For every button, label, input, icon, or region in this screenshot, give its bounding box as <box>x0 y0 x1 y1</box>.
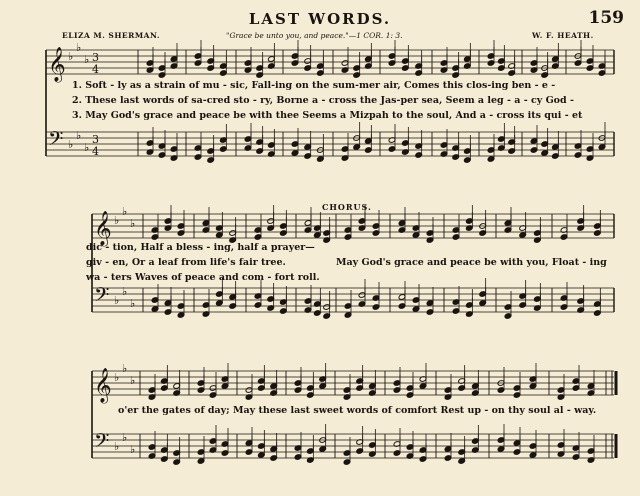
flat-icon: ♭ <box>114 371 120 384</box>
chorus-label: CHORUS. <box>322 202 372 212</box>
verse-2-lyrics: 2. These last words of sa-cred sto - ry, Borne a - cross the Jas-per sea, Seem a leg - a - cy God - <box>72 95 574 106</box>
verse-3-lyrics: 3. May God's grace and peace be with thee Seems a Mizpah to the soul, And a - cross its qui - et <box>72 110 583 121</box>
composer-credit: W. F. HEATH. <box>532 31 594 40</box>
time-signature-icon: 3 <box>92 51 99 64</box>
system2-verse-3-lyrics: wa - ters Waves of peace and com - fort roll. <box>86 272 320 283</box>
flat-icon: ♭ <box>84 53 90 66</box>
verse-1-lyrics: 1. Soft - ly as a strain of mu - sic, Fall-ing on the sum-mer air, Comes this clos-ing ben - e - <box>72 80 556 91</box>
flat-icon: ♭ <box>122 431 128 444</box>
scripture-epigraph: "Grace be unto you, and peace."—1 COR. 1: 3. <box>226 31 403 40</box>
hymn-title: LAST WORDS. <box>248 10 392 28</box>
flat-icon: ♭ <box>130 297 136 310</box>
flat-icon: ♭ <box>130 443 136 456</box>
flat-icon: ♭ <box>114 214 120 227</box>
flat-icon: ♭ <box>130 217 136 230</box>
time-signature-icon: 4 <box>92 63 99 76</box>
system3-lyrics: o'er the gates of day; May these last sweet words of comfort Rest up - on thy soul al - way. <box>118 405 597 416</box>
page-number: 159 <box>588 8 624 28</box>
time-signature-icon: 4 <box>92 145 99 158</box>
flat-icon: ♭ <box>84 141 90 154</box>
flat-icon: ♭ <box>68 138 74 151</box>
flat-icon: ♭ <box>68 50 74 63</box>
bass-clef-icon: 𝄢 <box>48 127 64 155</box>
bass-clef-icon: 𝄢 <box>94 283 110 311</box>
flat-icon: ♭ <box>122 285 128 298</box>
bass-clef-icon: 𝄢 <box>94 429 110 457</box>
flat-icon: ♭ <box>76 41 82 54</box>
treble-clef-icon: 𝄞 <box>94 368 112 403</box>
flat-icon: ♭ <box>130 374 136 387</box>
chorus-lyrics: May God's grace and peace be with you, Float - ing <box>336 257 607 268</box>
system2-verse-1-lyrics: dic - tion, Half a bless - ing, half a prayer— <box>86 242 315 253</box>
time-signature-icon: 3 <box>92 133 99 146</box>
flat-icon: ♭ <box>122 362 128 375</box>
flat-icon: ♭ <box>122 205 128 218</box>
flat-icon: ♭ <box>114 294 120 307</box>
treble-clef-icon: 𝄞 <box>94 211 112 246</box>
treble-clef-icon: 𝄞 <box>48 47 66 82</box>
lyricist-credit: ELIZA M. SHERMAN. <box>62 31 160 40</box>
system2-verse-2-lyrics: giv - en, Or a leaf from life's fair tree. <box>86 257 286 268</box>
flat-icon: ♭ <box>76 129 82 142</box>
flat-icon: ♭ <box>114 440 120 453</box>
